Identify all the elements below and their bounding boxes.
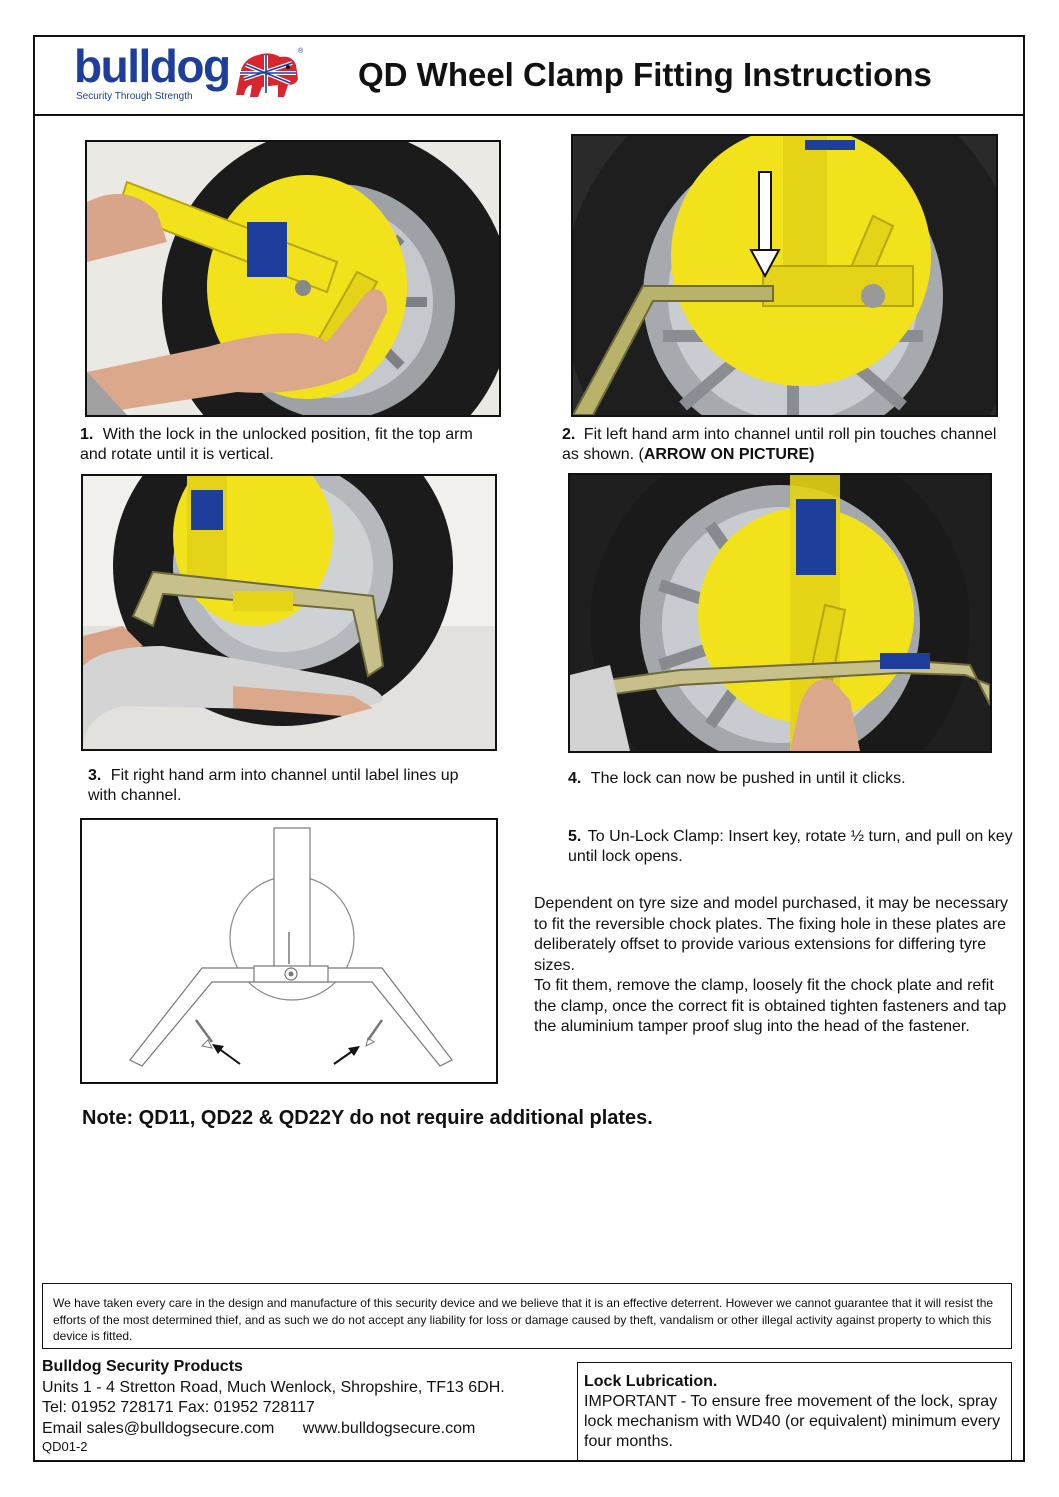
step-5-text — [568, 827, 1014, 867]
step-3-photo — [81, 474, 497, 751]
step-description: To Un-Lock Clamp: Insert key, rotate ½ turn, and pull on key until lock opens. — [568, 828, 1013, 865]
chock-plate-diagram — [80, 818, 498, 1084]
step-description: Fit right hand arm into channel until label lines up with channel. — [88, 767, 459, 804]
step-2-photo — [571, 134, 998, 417]
step-number: 5. — [568, 828, 582, 845]
logo-tagline: Security Through Strength — [76, 91, 193, 102]
contact-block — [42, 1357, 582, 1455]
logo-wordmark: bulldog — [74, 40, 230, 92]
chock-plate-info — [534, 894, 1020, 1038]
lock-lubrication-box — [577, 1362, 1012, 1462]
company-name: Bulldog Security Products — [42, 1358, 243, 1375]
step-4-photo — [568, 473, 992, 753]
step-3-text — [88, 766, 488, 806]
chock-info-paragraph-2: To fit them, remove the clamp, loosely fit the chock plate and refit the clamp, once the correct fit is obtained tighten fasteners and tap the aluminium tamper proof slug into the head of the fastener. — [534, 977, 1007, 1035]
model-note: Note: QD11, QD22 & QD22Y do not require additional plates. — [82, 1107, 653, 1129]
step-1-photo — [85, 140, 501, 417]
lubrication-text: IMPORTANT - To ensure free movement of the lock, spray lock mechanism with WD40 (or equivalent) minimum every four months. — [584, 1393, 1001, 1450]
svg-text:®: ® — [298, 48, 304, 55]
step-4-text — [568, 769, 1008, 789]
step-description: The lock can now be pushed in until it clicks. — [590, 770, 906, 787]
chock-info-paragraph-1: Dependent on tyre size and model purchased, it may be necessary to fit the reversible chock plates. The fixing hole in these plates are deliberately offset to provide various extensions for differing tyre sizes. — [534, 895, 1009, 974]
step-number: 1. — [80, 426, 94, 443]
step-emphasis: ARROW ON PICTURE) — [643, 446, 815, 463]
page-title: QD Wheel Clamp Fitting Instructions — [358, 56, 932, 93]
step-number: 4. — [568, 770, 582, 787]
document-code: QD01-2 — [42, 1439, 88, 1454]
company-phone: Tel: 01952 728171 Fax: 01952 728117 — [42, 1399, 315, 1416]
step-description: Fit left hand arm into channel until roll pin touches channel as shown. ( — [562, 426, 997, 463]
step-1-text — [80, 425, 500, 465]
step-number: 3. — [88, 767, 102, 784]
step-2-text — [562, 425, 1002, 465]
bulldog-logo — [74, 40, 314, 107]
company-address: Units 1 - 4 Stretton Road, Much Wenlock, Shropshire, TF13 6DH. — [42, 1378, 505, 1396]
bulldog-mascot-icon — [226, 45, 306, 103]
company-website[interactable]: www.bulldogsecure.com — [302, 1419, 476, 1437]
liability-disclaimer: We have taken every care in the design and manufacture of this security device and we believe that it is an effective deterrent. However we cannot guarantee that it will resist the efforts of the most determined thief, and as such we do not accept any liability for loss or damage caused by theft, vandalism or other illegal activity against property to which this device is fitted. — [42, 1283, 1012, 1349]
lubrication-title: Lock Lubrication. — [584, 1373, 718, 1390]
step-description: With the lock in the unlocked position, fit the top arm and rotate until it is vertical. — [80, 426, 473, 463]
step-number: 2. — [562, 426, 576, 443]
company-email[interactable]: Email sales@bulldogsecure.com — [42, 1419, 275, 1437]
